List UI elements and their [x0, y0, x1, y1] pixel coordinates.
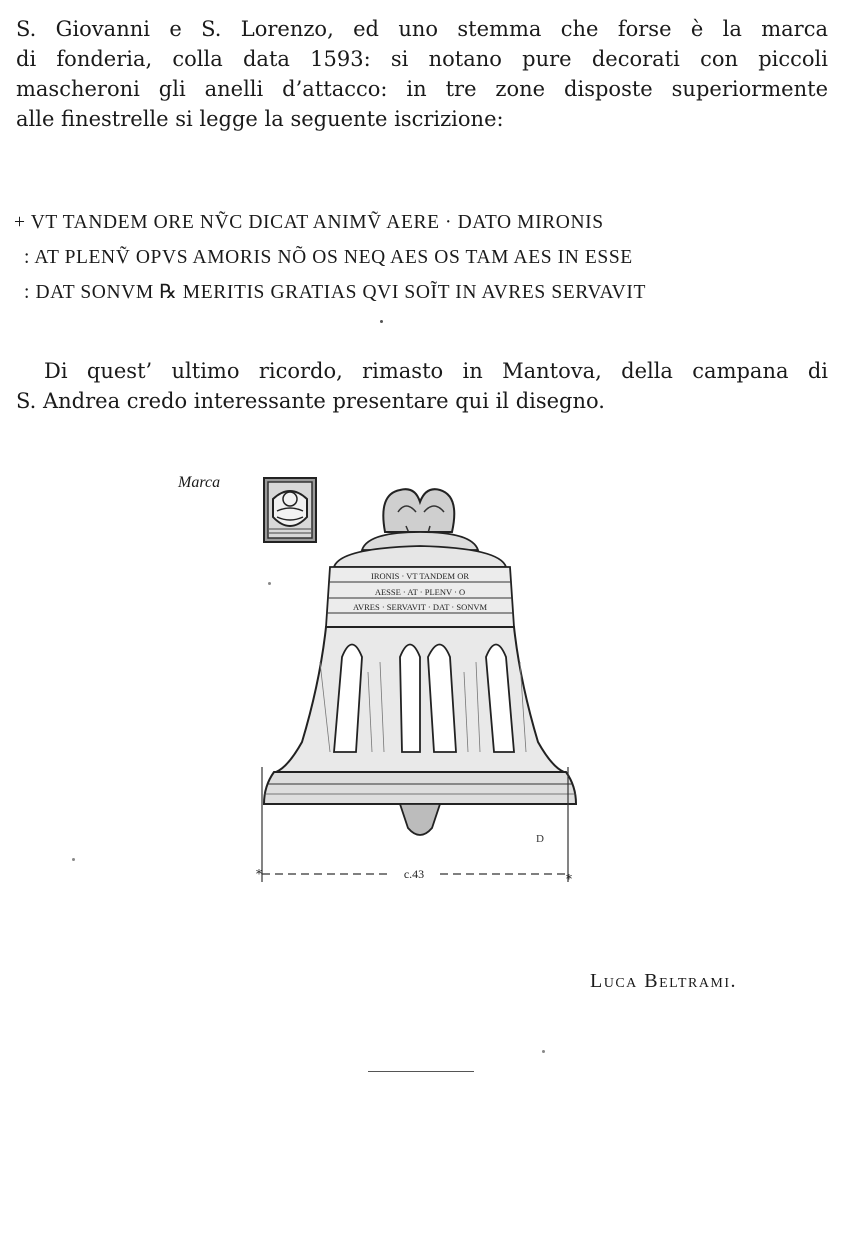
text-line: alle finestrelle si legge la seguente iscrizione: — [16, 107, 504, 131]
author-signature: Luca Beltrami. — [590, 970, 738, 992]
end-rule — [368, 1071, 474, 1072]
text-line: di fonderia, colla data 1593: si notano pure decorati con piccoli — [16, 47, 828, 71]
dimension-label: c.43 — [403, 867, 425, 881]
side-label: D — [536, 833, 544, 845]
bell-drawing — [250, 482, 590, 892]
print-speck — [542, 1050, 545, 1053]
paragraph-mantova — [16, 356, 828, 416]
print-speck — [268, 582, 271, 585]
print-speck — [72, 858, 75, 861]
text-line: S. Giovanni e S. Lorenzo, ed uno stemma che forse è la marca — [16, 17, 828, 41]
inscription-line: + VT TANDEM ORE NṼC DICAT ANIMṼ AERE · DATO MIRONIS — [14, 212, 604, 233]
dimension-start-mark: * — [256, 867, 262, 881]
inscription-line: : DAT SONVM ℞ MERITIS GRATIAS QVI SOĨT IN AVRES SERVAVIT — [24, 282, 646, 303]
marca-caption: Marca — [178, 474, 221, 491]
text-line: Di quest’ ultimo ricordo, rimasto in Mantova, della campana di — [44, 359, 828, 383]
text-line: mascheroni gli anelli d’attacco: in tre zone disposte superiormente — [16, 77, 828, 101]
bell-inscription — [14, 205, 830, 310]
inscription-line: : AT PLENṼ OPVS AMORIS NÕ OS NEQ AES OS TAM AES IN ESSE — [24, 247, 633, 268]
bell-band-text: IRONIS · VT TANDEM OR — [370, 571, 470, 581]
bell-lip — [264, 772, 576, 804]
text-line: S. Andrea credo interessante presentare qui il disegno. — [16, 389, 605, 413]
paragraph-intro — [16, 14, 828, 134]
bell-band-text: AESSE · AT · PLENV · O — [374, 587, 466, 597]
separator-dot — [380, 320, 383, 323]
dimension-end-mark: * — [566, 872, 572, 886]
bell-clapper — [400, 804, 440, 835]
bell-band-text: AVRES · SERVAVIT · DAT · SONVM — [352, 602, 488, 612]
